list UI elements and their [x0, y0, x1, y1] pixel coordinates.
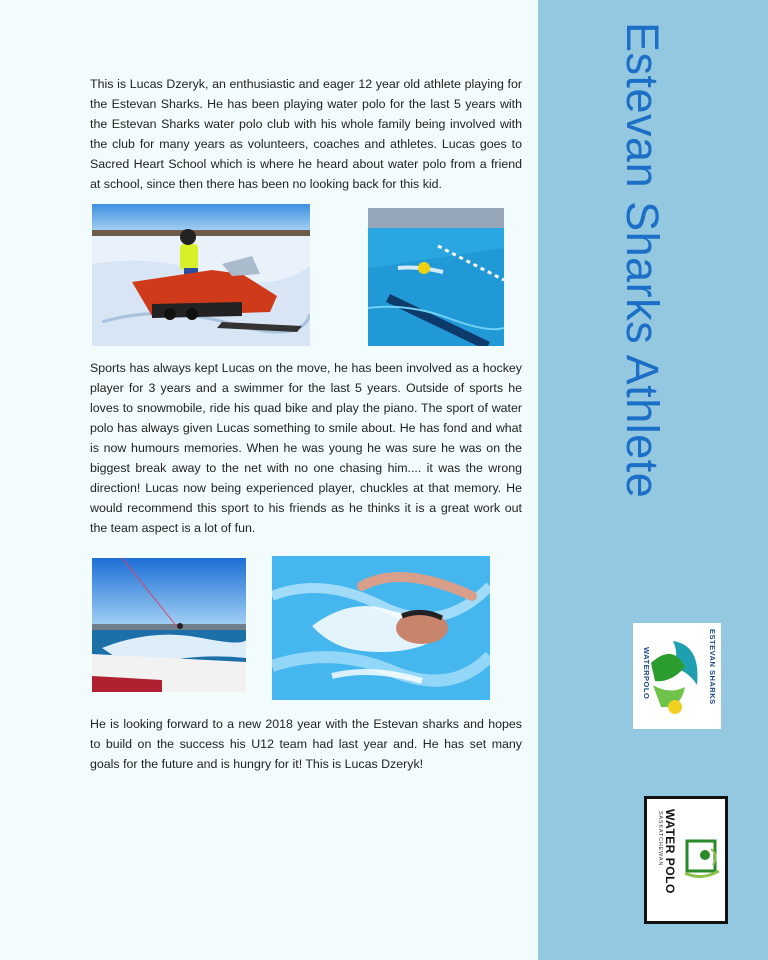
wps-emblem-icon	[681, 835, 723, 883]
estevan-sharks-logo	[633, 623, 721, 729]
vertical-title-container	[612, 22, 672, 582]
snowmobile-photo	[92, 204, 310, 346]
logo-top-line2: WATERPOLO	[642, 647, 651, 700]
logo-bottom-line1: WATER POLO	[663, 809, 677, 894]
logo-bottom-line2: SASKATCHEWAN	[657, 811, 663, 867]
page-title: Estevan Sharks Athlete	[617, 22, 668, 499]
pool-swimmer-photo	[368, 208, 504, 346]
closing-paragraph: He is looking forward to a new 2018 year with the Estevan sharks and hopes to build on the success his U12 team had last year and. He has set many goals for the future and is hungry for it! This is Lucas Dzeryk!	[90, 717, 522, 771]
logo-top-line1: ESTEVAN SHARKS	[708, 629, 717, 705]
wakeboard-photo	[92, 558, 246, 692]
freestyle-swimmer-photo	[272, 556, 490, 700]
sports-paragraph: Sports has always kept Lucas on the move, he has been involved as a hockey player for 3 years and a swimmer for the last 5 years. Outside of sports he loves to snowmobile, ride his quad bike and play the piano. The sport of water polo has always given Lucas something to smile about. He has fond and what is now humours memories. When he was young he was sure he was on the biggest break away to the net with no one chasing him.... it was the wrong direction! Lucas now being experienced player, chuckles at that memory. He would recommend this sport to his friends as he thinks it is a great work out the team aspect is a lot of fun.	[90, 361, 522, 535]
water-polo-saskatchewan-logo	[644, 796, 728, 924]
intro-paragraph: This is Lucas Dzeryk, an enthusiastic and eager 12 year old athlete playing for the Estevan Sharks. He has been playing water polo for the last 5 years with the Estevan Sharks water polo club with his whole family being involved with the club for many years as volunteers, coaches and athletes. Lucas goes to Sacred Heart School which is where he heard about water polo from a friend at school, since then there has been no looking back for this kid.	[90, 77, 522, 191]
